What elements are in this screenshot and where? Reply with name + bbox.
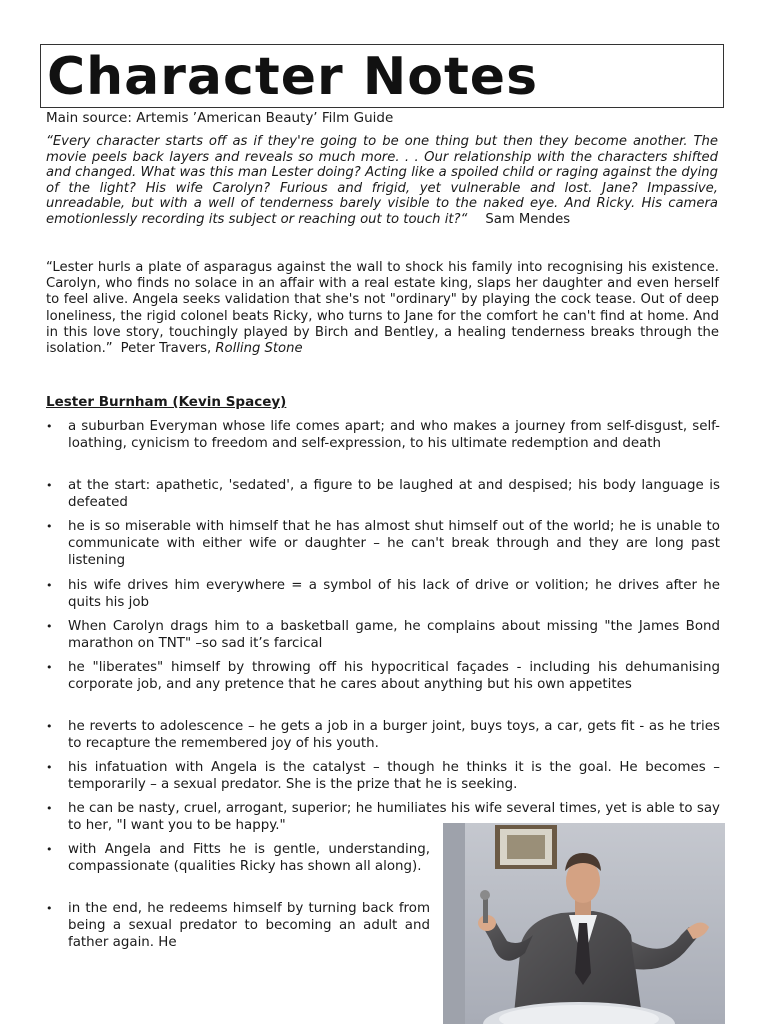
list-item-text: his wife drives him everywhere = a symbol of his lack of drive or volition; he drives after he quits his job xyxy=(68,578,720,611)
source-line: Main source: Artemis ’American Beauty’ Film Guide xyxy=(46,110,394,126)
list-item-text: he can be nasty, cruel, arrogant, superior; he humiliates his wife several times, yet is able to say to her, "I want you to be happy." xyxy=(68,801,720,834)
list-item xyxy=(46,518,720,570)
page-title: Character Notes xyxy=(47,47,539,107)
list-item-text: in the end, he redeems himself by turning back from being a sexual predator to becoming an adult and father again. He xyxy=(68,901,430,951)
list-item xyxy=(46,759,720,793)
travers-quote-attribution: Peter Travers, xyxy=(120,341,212,357)
list-item xyxy=(46,577,720,611)
bullet-icon: • xyxy=(46,843,53,856)
bullet-icon: • xyxy=(46,802,53,815)
list-item-text: he is so miserable with himself that he has almost shut himself out of the world; he is unable to communicate with either wife or daughter – he can't break through and they are long past listening xyxy=(68,519,720,569)
list-item xyxy=(46,841,430,875)
list-item-text: with Angela and Fitts he is gentle, understanding, compassionate (qualities Ricky has shown all along). xyxy=(68,842,430,875)
list-item-text: a suburban Everyman whose life comes apart; and who makes a journey from self-disgust, self-loathing, cynicism to freedom and self-expression, to his ultimate redemption and death xyxy=(68,419,720,452)
section-heading: Lester Burnham (Kevin Spacey) xyxy=(46,394,287,410)
mendes-quote-attribution: Sam Mendes xyxy=(485,211,571,227)
bullet-icon: • xyxy=(46,661,53,674)
list-item xyxy=(46,900,430,952)
list-item xyxy=(46,659,720,693)
bullet-icon: • xyxy=(46,520,53,533)
bullet-icon: • xyxy=(46,902,53,915)
bullet-icon: • xyxy=(46,720,53,733)
film-still-photo xyxy=(443,823,725,1024)
bullet-icon: • xyxy=(46,761,53,774)
mendes-quote-text: “Every character starts off as if they're going to be one thing but then they become another. The movie peels back layers and reveals so much more. . . Our relationship with the characters shifted and changed. What was this man Lester doing? Acting like a spoiled child or raging against the dying of the light? His wife Carolyn? Furious and frigid, yet vulnerable and lost. Jane? Impassive, unreadable, but with a well of tenderness barely visible to the naked eye. And Ricky. His camera emotionlessly recording its subject or reaching out to touch it?“ xyxy=(46,134,718,227)
bullet-icon: • xyxy=(46,420,53,433)
film-still-illustration xyxy=(443,823,725,1024)
bullet-icon: • xyxy=(46,620,53,633)
travers-quote-text: “Lester hurls a plate of asparagus against the wall to shock his family into recognising his existence. Carolyn, who finds no solace in an affair with a real estate king, slaps her daughter and even herself to feel alive. Angela seeks validation that she's not "ordinary" by playing the cock tease. Out of deep loneliness, the rigid colonel beats Ricky, who turns to Jane for the comfort he can't find at home. And in this love story, touchingly played by Birch and Bentley, a healing tenderness breaks through the isolation.” xyxy=(46,260,719,357)
bullet-icon: • xyxy=(46,479,53,492)
list-item-text: he "liberates" himself by throwing off his hypocritical façades - including his dehumanising corporate job, and any pretence that he cares about anything but his own appetites xyxy=(68,660,720,693)
list-item xyxy=(46,418,720,452)
list-item-text: he reverts to adolescence – he gets a job in a burger joint, buys toys, a car, gets fit - as he tries to recapture the remembered joy of his youth. xyxy=(68,719,720,752)
travers-quote-publication: Rolling Stone xyxy=(215,341,303,357)
list-item xyxy=(46,618,720,652)
bullet-icon: • xyxy=(46,579,53,592)
list-item-text: When Carolyn drags him to a basketball game, he complains about missing "the James Bond marathon on TNT" –so sad it’s farcical xyxy=(68,619,720,652)
list-item-text: his infatuation with Angela is the catalyst – though he thinks it is the goal. He becomes – temporarily – a sexual predator. She is the prize that he is seeking. xyxy=(68,760,720,793)
list-item xyxy=(46,477,720,511)
list-item xyxy=(46,718,720,752)
list-item-text: at the start: apathetic, 'sedated', a figure to be laughed at and despised; his body language is defeated xyxy=(68,478,720,511)
